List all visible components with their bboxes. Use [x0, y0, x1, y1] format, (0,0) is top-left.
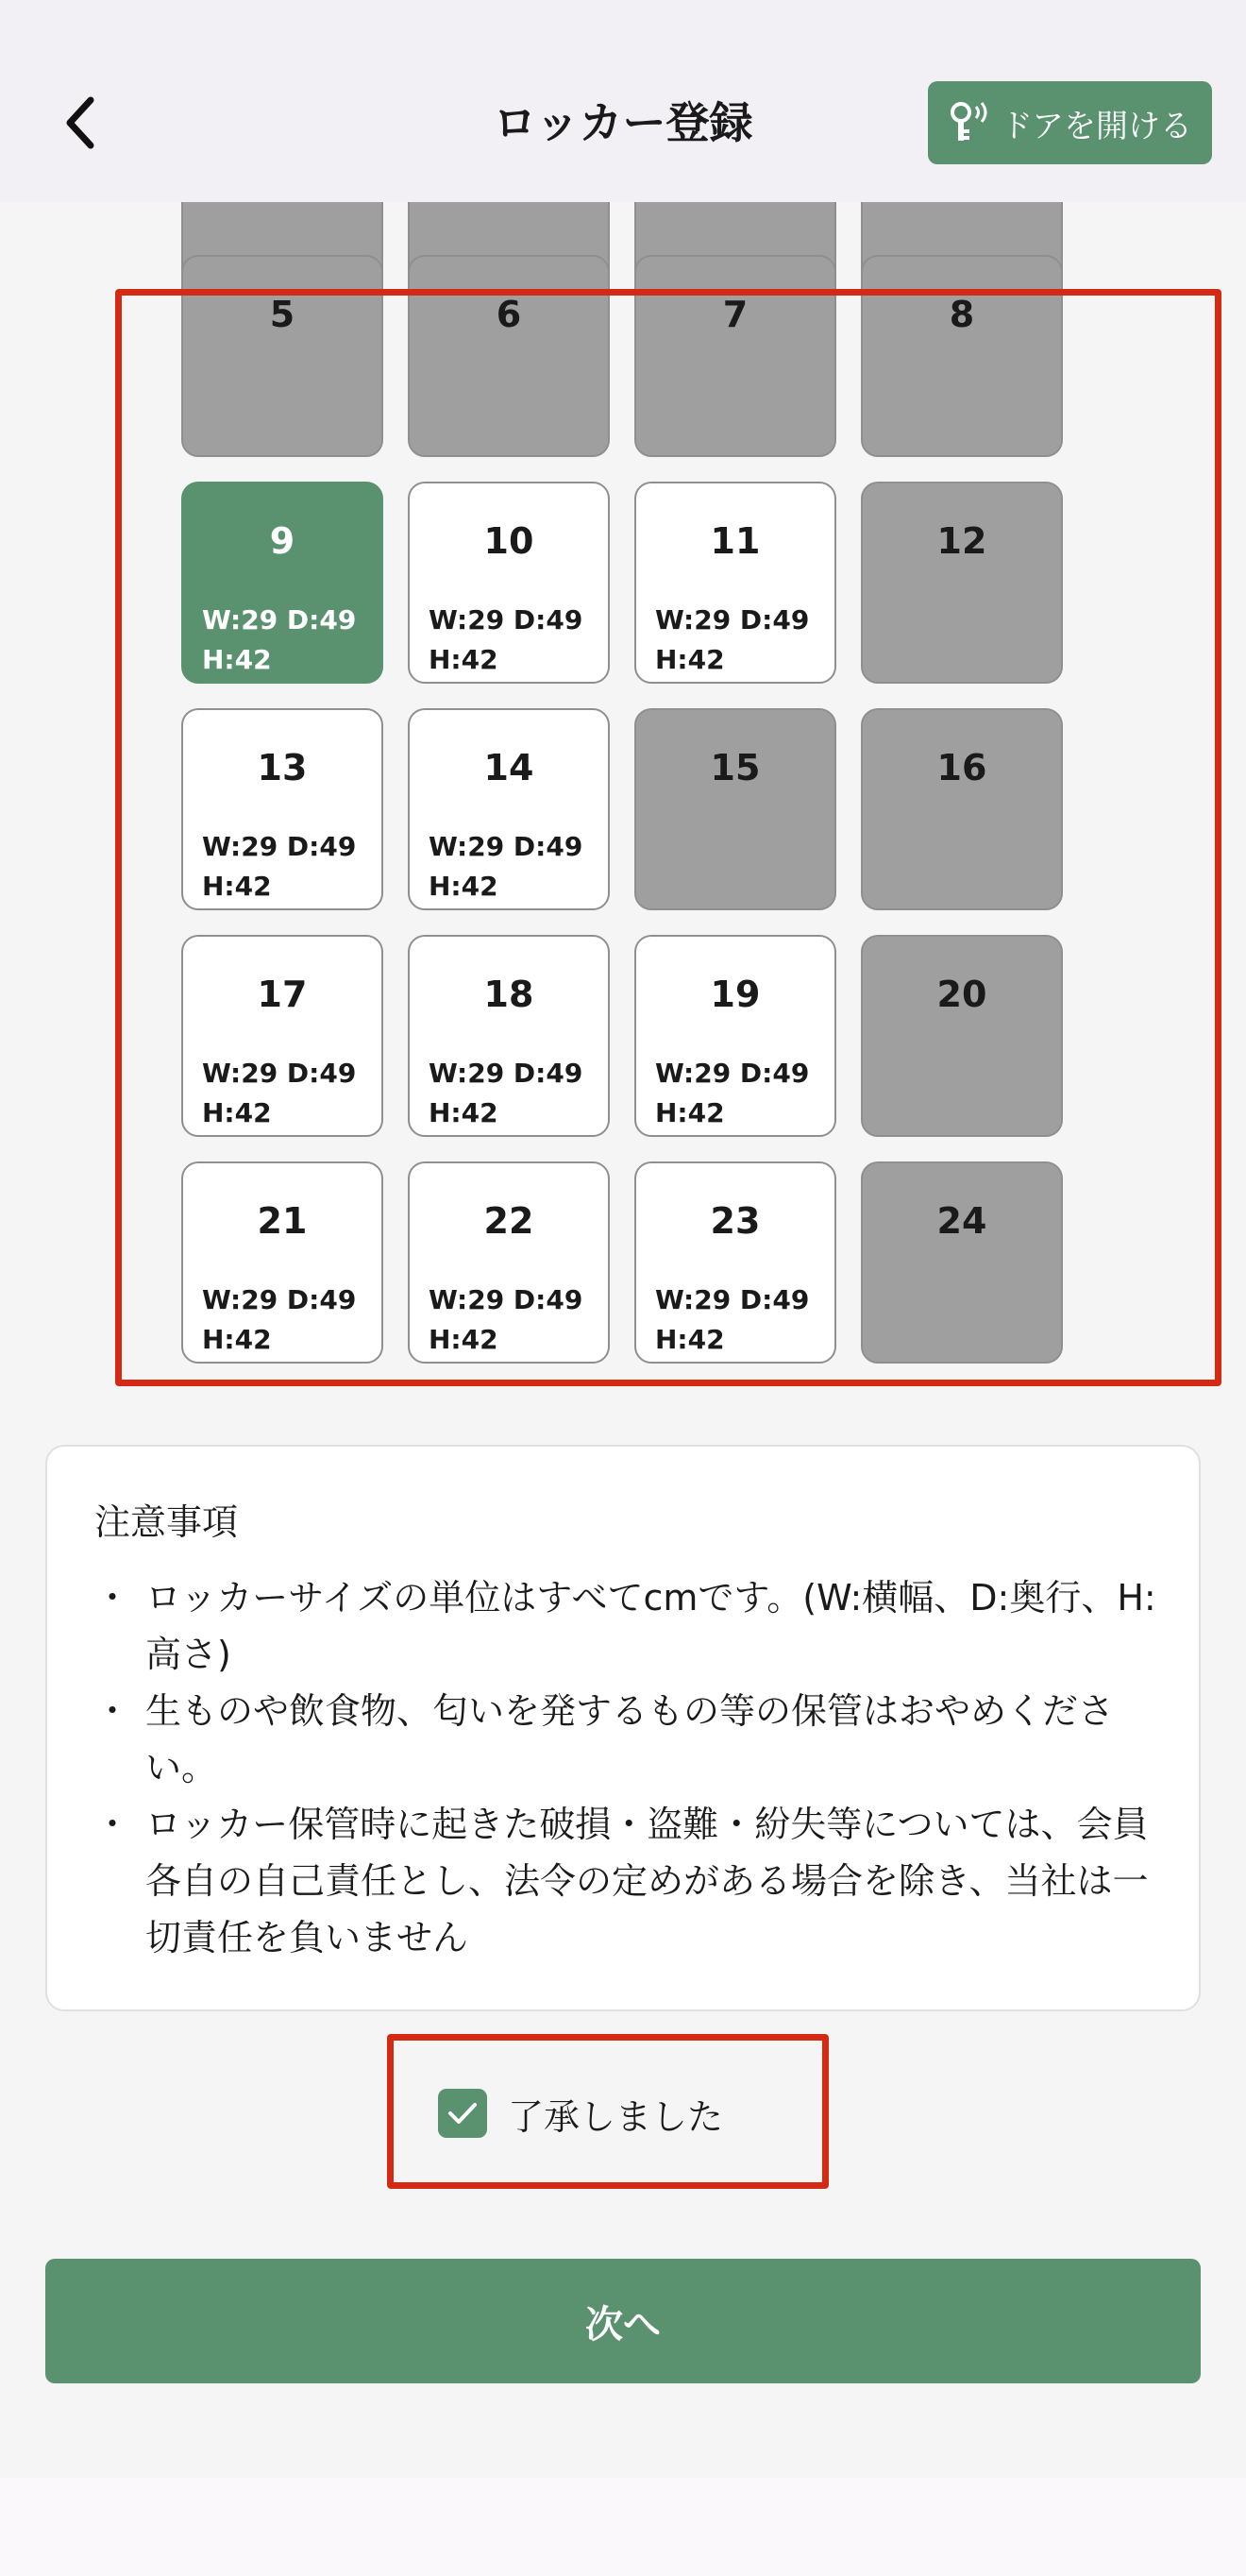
locker-number: 21 [257, 1200, 308, 1242]
locker-tile[interactable] [634, 1161, 836, 1364]
locker-dimensions-wd: W:29 D:49 [429, 831, 583, 862]
locker-tile[interactable] [181, 255, 383, 457]
locker-dimensions-wd: W:29 D:49 [202, 1284, 357, 1315]
header-bar [0, 0, 1246, 202]
locker-number: 15 [710, 747, 761, 788]
notice-list [94, 1569, 1161, 1966]
locker-dimensions-h: H:42 [655, 644, 725, 675]
notice-item: ・ 生ものや飲食物、匂いを発するもの等の保管はおやめください。 [94, 1683, 1161, 1796]
locker-dimensions-h: H:42 [202, 871, 272, 902]
locker-dimensions-h: H:42 [429, 871, 498, 902]
locker-dimensions-wd: W:29 D:49 [202, 1058, 357, 1089]
locker-dimensions-wd: W:29 D:49 [202, 831, 357, 862]
locker-number: 12 [936, 520, 987, 562]
locker-number: 10 [483, 520, 534, 562]
agree-checkbox[interactable] [438, 2089, 487, 2138]
page-title: ロッカー登録 [493, 97, 753, 148]
locker-dimensions-h: H:42 [429, 1097, 498, 1128]
locker-tile[interactable] [861, 935, 1063, 1137]
locker-dimensions-h: H:42 [655, 1097, 725, 1128]
notice-item: ・ ロッカー保管時に起きた破損・盗難・紛失等については、会員各自の自己責任とし、法令の定めがある場合を除き、当社は一切責任を負いません [94, 1796, 1161, 1966]
locker-tile[interactable] [408, 935, 610, 1137]
locker-tile[interactable] [861, 255, 1063, 457]
locker-number: 7 [722, 294, 749, 335]
locker-number: 13 [257, 747, 308, 788]
locker-tile[interactable] [408, 1161, 610, 1364]
locker-number: 17 [257, 974, 308, 1015]
locker-number: 18 [483, 974, 534, 1015]
locker-dimensions [202, 1280, 356, 1360]
locker-dimensions-wd: W:29 D:49 [429, 604, 583, 636]
locker-dimensions [429, 601, 582, 680]
locker-number: 19 [710, 974, 761, 1015]
check-icon [446, 2100, 479, 2127]
next-button-label: 次へ [585, 2302, 661, 2347]
locker-dimensions-wd: W:29 D:49 [429, 1284, 583, 1315]
locker-dimensions-h: H:42 [429, 1324, 498, 1355]
locker-tile[interactable] [861, 1161, 1063, 1364]
agree-label: 了承しました [508, 2095, 724, 2138]
locker-dimensions [655, 601, 809, 680]
locker-number: 22 [483, 1200, 534, 1242]
locker-dimensions-wd: W:29 D:49 [655, 1058, 810, 1089]
locker-tile[interactable] [181, 482, 383, 684]
locker-tile[interactable] [634, 935, 836, 1137]
locker-tile[interactable] [861, 708, 1063, 910]
locker-dimensions-h: H:42 [202, 1324, 272, 1355]
open-door-label: ドアを開ける [1001, 107, 1192, 145]
locker-dimensions-wd: W:29 D:49 [655, 604, 810, 636]
locker-number: 9 [269, 520, 295, 562]
locker-number: 20 [936, 974, 987, 1015]
locker-dimensions-wd: W:29 D:49 [655, 1284, 810, 1315]
locker-tile[interactable] [408, 708, 610, 910]
locker-tile[interactable] [181, 1161, 383, 1364]
locker-tile[interactable] [181, 708, 383, 910]
locker-tile[interactable] [181, 935, 383, 1137]
locker-dimensions-h: H:42 [202, 1097, 272, 1128]
locker-dimensions-wd: W:29 D:49 [202, 604, 357, 636]
locker-tile[interactable] [634, 708, 836, 910]
locker-tile[interactable] [408, 482, 610, 684]
next-button[interactable] [45, 2259, 1201, 2383]
notice-title: 注意事項 [94, 1501, 239, 1543]
locker-dimensions [655, 1280, 809, 1360]
locker-tile[interactable] [634, 255, 836, 457]
locker-dimensions [429, 1054, 582, 1133]
locker-dimensions [202, 1054, 356, 1133]
locker-dimensions-h: H:42 [429, 644, 498, 675]
locker-dimensions [202, 827, 356, 907]
locker-dimensions-wd: W:29 D:49 [429, 1058, 583, 1089]
locker-number: 11 [710, 520, 761, 562]
agree-checkbox-row[interactable] [438, 2085, 723, 2142]
locker-tile[interactable] [408, 255, 610, 457]
notice-item: ・ ロッカーサイズの単位はすべてcmです。(W:横幅、D:奥行、H:高さ) [94, 1569, 1161, 1683]
locker-dimensions [429, 1280, 582, 1360]
locker-number: 8 [949, 294, 975, 335]
content-area [0, 202, 1246, 2478]
locker-dimensions-h: H:42 [202, 644, 272, 675]
open-door-button[interactable] [928, 81, 1212, 164]
locker-number: 24 [936, 1200, 987, 1242]
locker-number: 16 [936, 747, 987, 788]
locker-number: 23 [710, 1200, 761, 1242]
locker-dimensions [655, 1054, 809, 1133]
locker-number: 6 [496, 294, 522, 335]
locker-number: 5 [269, 294, 295, 335]
notice-card [45, 1445, 1201, 2011]
locker-dimensions [202, 601, 356, 680]
locker-tile[interactable] [634, 482, 836, 684]
locker-number: 14 [483, 747, 534, 788]
locker-tile[interactable] [861, 482, 1063, 684]
locker-dimensions-h: H:42 [655, 1324, 725, 1355]
key-signal-icon [948, 101, 993, 144]
locker-dimensions [429, 827, 582, 907]
